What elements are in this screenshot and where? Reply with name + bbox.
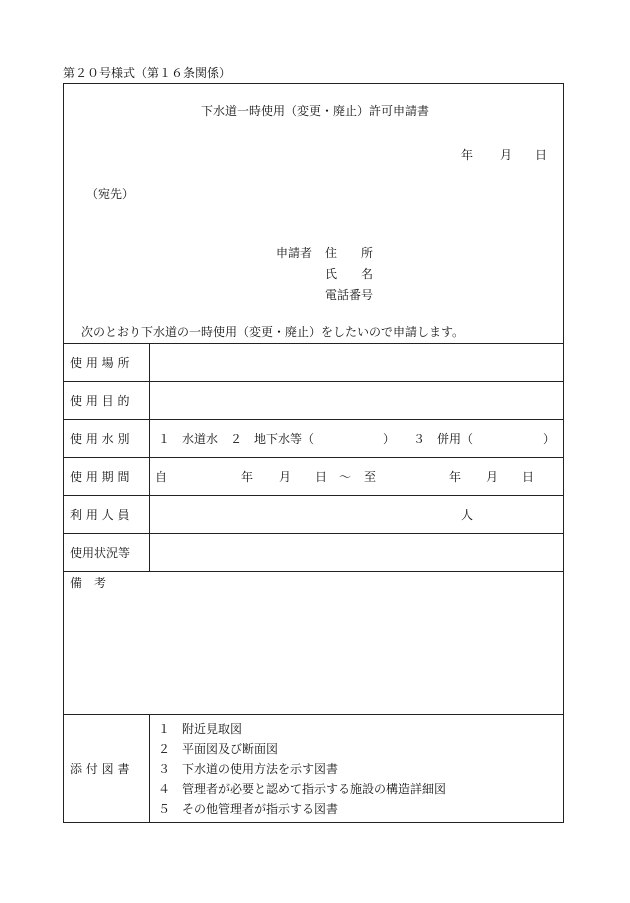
attachments-label: 添 付 図 書	[70, 762, 130, 776]
column-divider	[149, 343, 150, 571]
water-type-option-combined-close: ）	[543, 432, 556, 446]
attachment-item: ３ 下水道の使用方法を示す図書	[158, 762, 339, 776]
attachment-item: ５ その他管理者が指示する図書	[158, 802, 339, 816]
application-form	[63, 83, 564, 823]
purpose-label: 使 用 目 的	[70, 394, 130, 408]
water-type-option-combined: ３ 併用（	[413, 432, 474, 446]
period-day-from: 日	[315, 470, 328, 484]
water-type-option-ground-close: ）	[383, 432, 396, 446]
period-month-to: 月	[486, 470, 499, 484]
date-day: 日	[535, 148, 548, 162]
period-year-to: 年	[449, 470, 462, 484]
column-divider	[149, 714, 150, 822]
applicant-phone-label: 電話番号	[325, 288, 374, 302]
period-tilde: ～	[339, 470, 352, 484]
period-to: 至	[364, 470, 377, 484]
period-label: 使 用 期 間	[70, 470, 130, 484]
date-year: 年	[461, 148, 474, 162]
addressee: （宛先）	[86, 187, 135, 201]
remarks-label: 備 考	[70, 576, 107, 590]
row-divider	[64, 571, 563, 572]
applicant-name-label: 氏 名	[325, 267, 374, 281]
row-divider	[64, 419, 563, 420]
water-type-option-ground: ２ 地下水等（	[230, 432, 315, 446]
period-year-from: 年	[241, 470, 254, 484]
applicant-address-label: 住 所	[325, 246, 374, 260]
applicant-label: 申請者	[276, 246, 313, 260]
date-month: 月	[500, 148, 513, 162]
row-divider	[64, 343, 563, 344]
form-number: 第２０号様式（第１６条関係）	[63, 66, 232, 80]
form-title: 下水道一時使用（変更・廃止）許可申請書	[201, 104, 430, 118]
water-type-label: 使 用 水 別	[70, 432, 130, 446]
row-divider	[64, 714, 563, 715]
status-label: 使用状況等	[70, 546, 131, 560]
period-from: 自	[155, 470, 168, 484]
water-type-option-tap: １ 水道水	[158, 432, 219, 446]
period-day-to: 日	[522, 470, 535, 484]
users-unit: 人	[461, 508, 474, 522]
location-label: 使 用 場 所	[70, 356, 130, 370]
intro-text: 次のとおり下水道の一時使用（変更・廃止）をしたいので申請します。	[81, 325, 465, 339]
users-label: 利 用 人 員	[70, 508, 130, 522]
row-divider	[64, 381, 563, 382]
row-divider	[64, 457, 563, 458]
attachment-item: １ 附近見取図	[158, 722, 243, 736]
period-month-from: 月	[279, 470, 292, 484]
attachment-item: ４ 管理者が必要と認めて指示する施設の構造詳細図	[158, 782, 447, 796]
row-divider	[64, 533, 563, 534]
attachment-item: ２ 平面図及び断面図	[158, 742, 279, 756]
row-divider	[64, 495, 563, 496]
